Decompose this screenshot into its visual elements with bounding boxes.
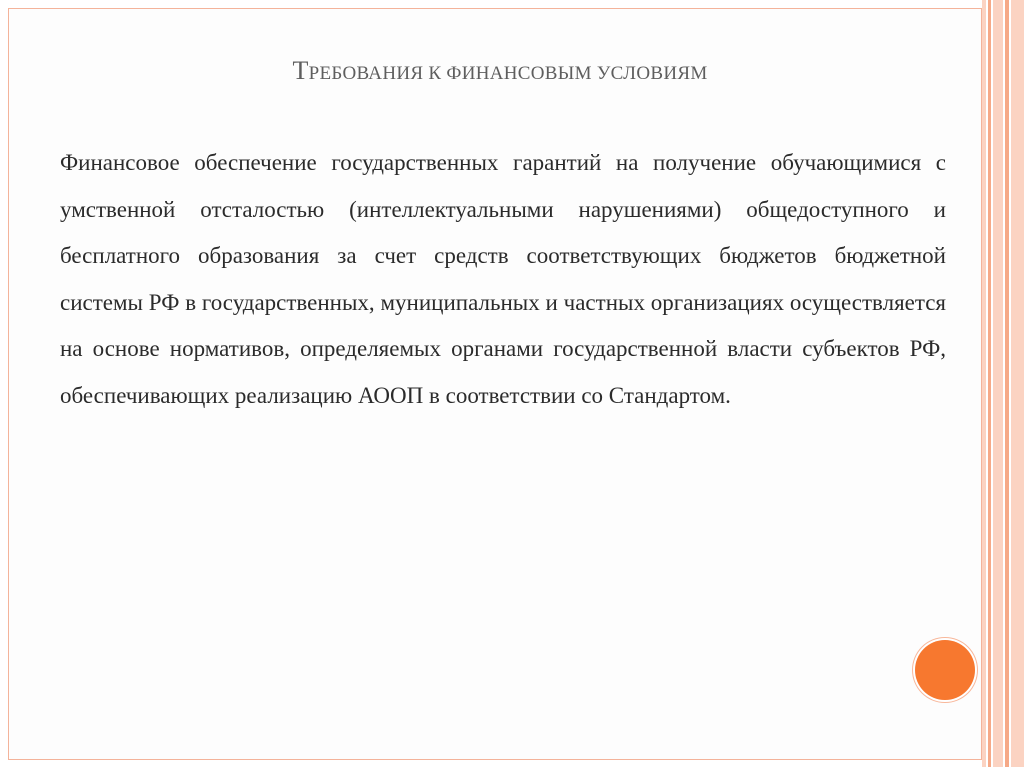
slide-title (60, 56, 940, 86)
stripe-5 (1011, 0, 1024, 767)
stripe-2 (988, 0, 991, 767)
stripe-3 (993, 0, 1003, 767)
decorative-circle (915, 640, 975, 700)
stripe-4 (1005, 0, 1009, 767)
body-paragraph: Финансовое обеспечение государственных гарантий на получение обучающимися с умственной отсталостью (интеллектуальными нарушениями) общедоступного и бесплатного образования за счет средств соответствующих бюджетов бюджетной системы РФ в государственных, муниципальных и частных организациях осуществляется на основе нормативов, определяемых органами государственной власти субъектов РФ, обеспечивающих реализацию АООП в соответствии со Стандартом. (60, 150, 946, 408)
title-rest: РЕБОВАНИЯ К ФИНАНСОВЫМ УСЛОВИЯМ (308, 63, 708, 84)
decorative-stripes (982, 0, 1024, 767)
stripe-1 (982, 0, 986, 767)
title-first-letter: Т (292, 56, 309, 85)
